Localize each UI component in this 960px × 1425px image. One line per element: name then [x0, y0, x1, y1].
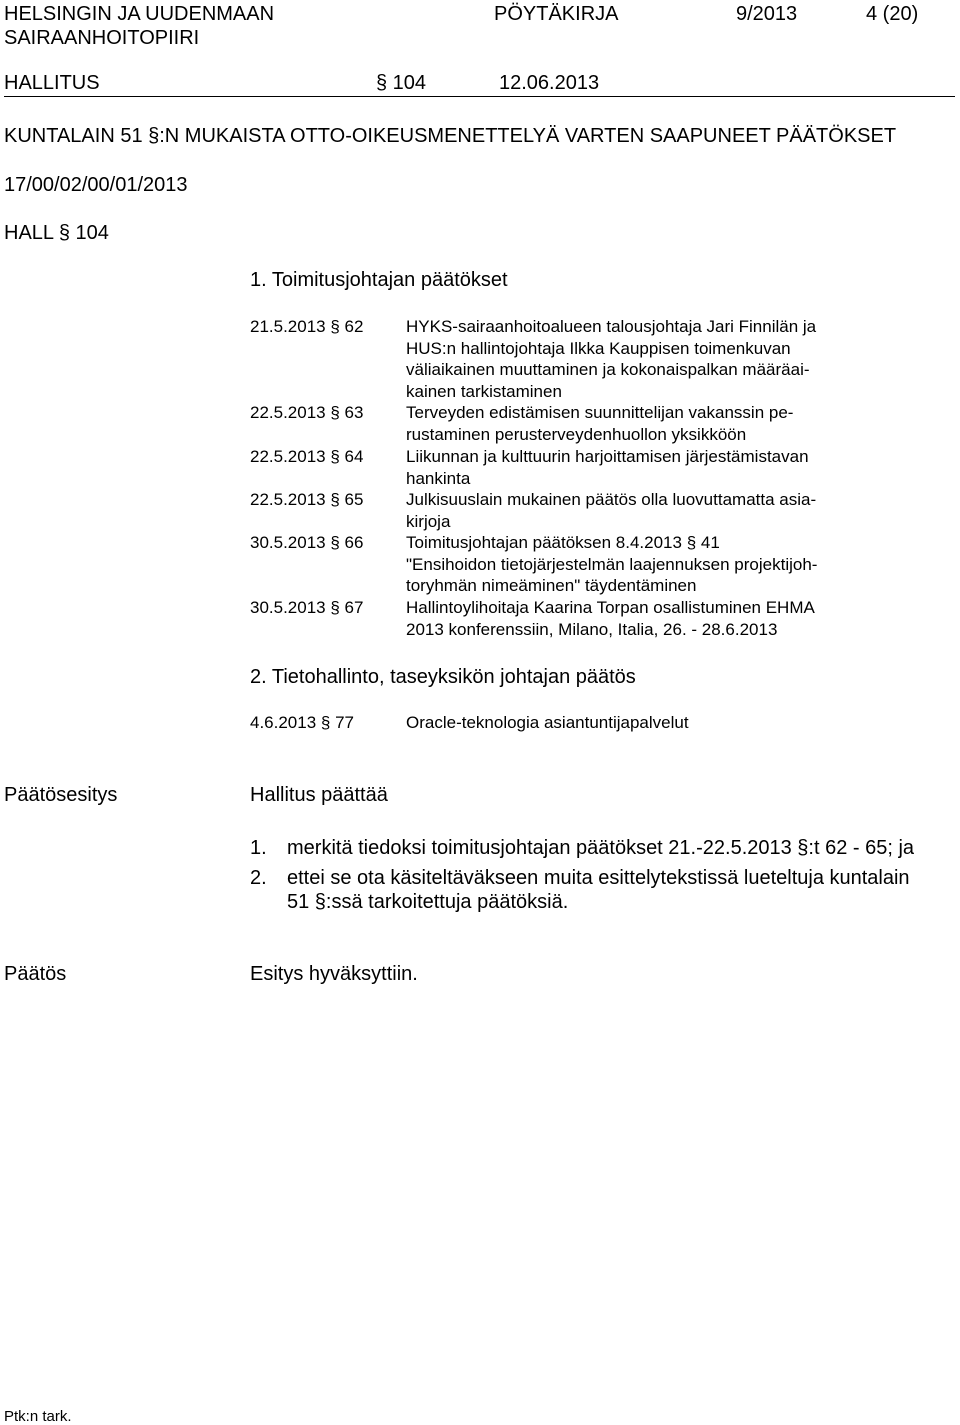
decision-text: Toimitusjohtajan päätöksen 8.4.2013 § 41 "Ensihoidon tietojärjestelmän laajennuksen projektijoh- toryhmän nimeäminen" täydentäminen — [406, 533, 818, 595]
decision-text: Liikunnan ja kulttuurin harjoittamisen järjestämistavan hankinta — [406, 447, 809, 488]
proposal-label: Päätösesitys — [4, 784, 118, 806]
org-name-line1: HELSINGIN JA UUDENMAAN — [4, 3, 275, 25]
decision-date: 21.5.2013 § 62 — [250, 317, 364, 336]
decision-date: 30.5.2013 § 66 — [250, 533, 364, 552]
header-divider — [4, 96, 955, 97]
section-number: § 104 — [376, 72, 427, 94]
page-number: 4 (20) — [866, 3, 919, 25]
decision-text: Hallintoylihoitaja Kaarina Torpan osallistuminen EHMA 2013 konferenssiin, Milano, Italia, 26. - 28.6.2013 — [406, 598, 815, 639]
decision-date: 22.5.2013 § 63 — [250, 403, 364, 422]
decision-text: HYKS-sairaanhoitoalueen talousjohtaja Jari Finnilän ja HUS:n hallintojohtaja Ilkka Kauppisen toimenkuvan väliaikainen muuttaminen ja kokonaispalkan määräai- kainen tarkistaminen — [406, 317, 817, 401]
document-number: 9/2013 — [736, 3, 798, 25]
section1-heading: 1. Toimitusjohtajan päätökset — [250, 269, 508, 291]
list-item-text: merkitä tiedoksi toimitusjohtajan päätökset 21.-22.5.2013 §:t 62 - 65; ja — [287, 837, 915, 859]
page-title: KUNTALAIN 51 §:N MUKAISTA OTTO-OIKEUSMENETTELYÄ VARTEN SAAPUNEET PÄÄTÖKSET — [4, 125, 897, 147]
list-item-number: 1. — [250, 837, 267, 859]
section2-heading: 2. Tietohallinto, taseyksikön johtajan päätös — [250, 666, 636, 688]
body-name: HALLITUS — [4, 72, 100, 94]
list-item-number: 2. — [250, 867, 267, 889]
footer-check: Ptk:n tark. — [4, 1408, 72, 1425]
hall-reference: HALL § 104 — [4, 222, 109, 244]
decision-result: Esitys hyväksyttiin. — [250, 963, 418, 985]
org-name-line2: SAIRAANHOITOPIIRI — [4, 27, 200, 49]
decision-date: 22.5.2013 § 65 — [250, 490, 364, 509]
decision-date: 22.5.2013 § 64 — [250, 447, 364, 466]
case-number: 17/00/02/00/01/2013 — [4, 174, 188, 196]
document-type: PÖYTÄKIRJA — [494, 3, 619, 25]
list-item-text: ettei se ota käsiteltäväkseen muita esittelytekstissä lueteltuja kuntalain 51 §:ssä tarkoitettuja päätöksiä. — [287, 867, 910, 913]
decision-label: Päätös — [4, 963, 67, 985]
meeting-date: 12.06.2013 — [499, 72, 600, 94]
decision-date: 30.5.2013 § 67 — [250, 598, 364, 617]
decision-text: Terveyden edistämisen suunnittelijan vakanssin pe- rustaminen perusterveydenhuollon yksikköön — [406, 403, 794, 444]
decision-text: Oracle-teknologia asiantuntijapalvelut — [406, 713, 689, 732]
proposal-intro: Hallitus päättää — [250, 784, 388, 806]
decision-text: Julkisuuslain mukainen päätös olla luovuttamatta asia- kirjoja — [406, 490, 817, 531]
decision-date: 4.6.2013 § 77 — [250, 713, 354, 732]
